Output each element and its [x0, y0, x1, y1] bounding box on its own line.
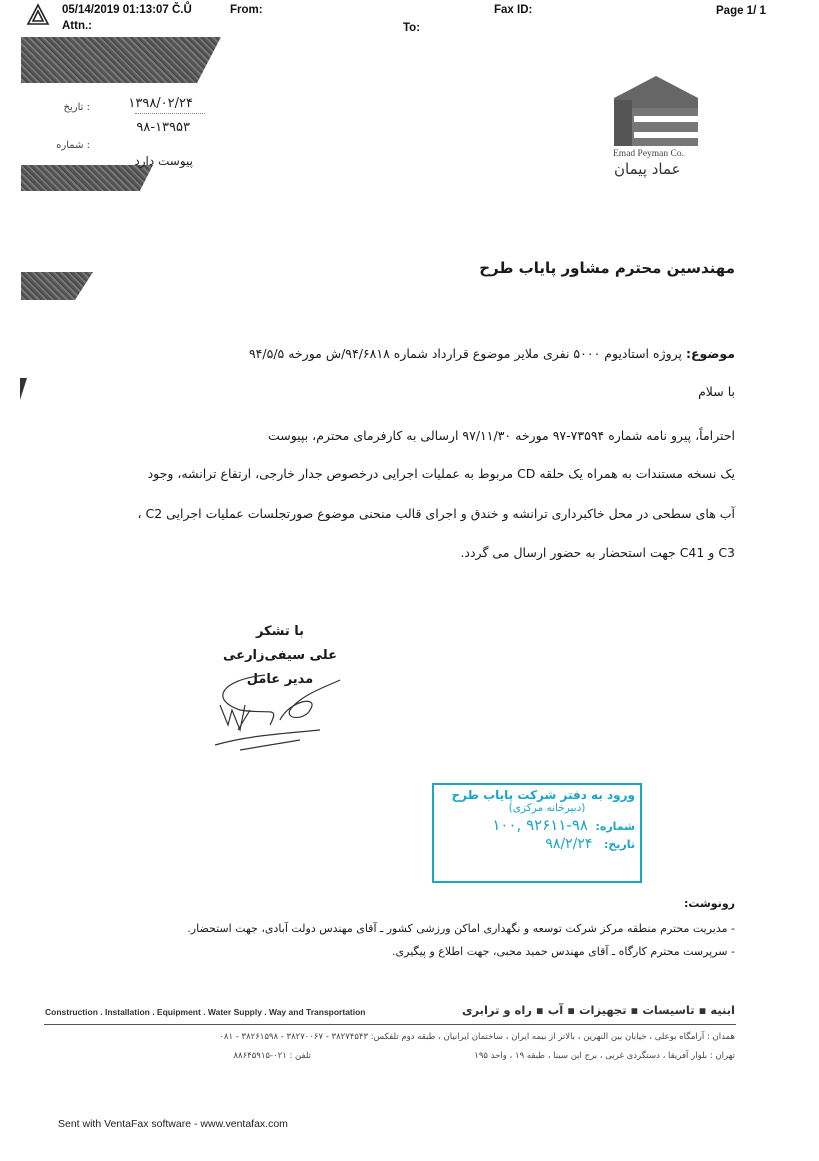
greeting: با سلام	[698, 384, 735, 399]
stamp-title: ورود به دفتر شرکت پایاب طرح	[451, 788, 635, 802]
subject-line	[249, 346, 735, 361]
letterhead-band-top	[21, 37, 221, 83]
signature-title: مدیر عامل	[246, 672, 314, 687]
cc-item-1: - مدیریت محترم منطقه مرکز شرکت توسعه و نگهداری اماکن ورزشی کشور ـ آقای مهندس دولت آبادی، جهت استحضار.	[187, 922, 735, 935]
fax-software-footer: Sent with VentaFax software - www.ventafax.com	[58, 1118, 288, 1130]
attachment-note: پیوست دارد	[134, 154, 193, 168]
fax-id-label: Fax ID:	[494, 4, 533, 16]
stamp-date-label: تاریخ:	[603, 838, 635, 851]
letterhead-band-bottom	[21, 272, 93, 300]
received-stamp	[432, 783, 642, 883]
stamp-subtitle: (دبیرخانه مرکزی)	[508, 802, 586, 814]
fax-to-label: To:	[403, 22, 421, 34]
stamp-number-value: ۹۸-۹۲۶۱۱ ,۱۰۰	[492, 816, 588, 834]
date-label: : تاریخ	[63, 102, 90, 113]
stamp-number-label: شماره:	[595, 820, 635, 833]
company-logo-icon	[614, 76, 698, 146]
date-value: ۱۳۹۸/۰۲/۲۴	[128, 96, 193, 111]
footer-services-en: Construction . Installation . Equipment . Water Supply . Way and Transportation	[45, 1007, 366, 1017]
fax-page-number: Page 1/ 1	[716, 5, 766, 17]
footer-address-hamedan: همدان : آرامگاه بوعلی ، خیابان بین النهرین ، بالاتر از بیمه ایران ، ساختمان ایرانیان ، طبقه دوم تلفکس: ۳۸۲۷۴۵۴۳ - ۳۸۲۷۰۰۶۷ - ۳۸۲۶۱۵۹۸ - ۰۸۱	[219, 1032, 735, 1042]
body-line-4: C3 و C41 جهت استحضار به حضور ارسال می گردد.	[460, 545, 735, 560]
stamp-date-value: ۹۸/۲/۲۴	[545, 836, 593, 852]
date-underline	[135, 113, 205, 114]
company-name-en: Emad Peyman Co.	[613, 149, 684, 159]
recipient-heading: مهندسین محترم مشاور پایاب طرح	[479, 259, 735, 277]
letterhead-corner-mark	[20, 378, 27, 400]
cc-label: رونوشت:	[683, 897, 735, 910]
handwritten-signature	[210, 665, 350, 755]
ventafax-logo-icon	[26, 3, 50, 27]
body-line-3: آب های سطحی در محل خاکبرداری ترانشه و خندق و اجرای قالب منحنی موضوع صورتجلسات عملیات اجرایی C2 ،	[137, 506, 735, 521]
footer-divider	[44, 1024, 736, 1025]
fax-from-label: From:	[230, 4, 263, 16]
fax-datetime: 05/14/2019 01:13:07 Č.Ů	[62, 4, 192, 16]
letter-meta	[40, 96, 205, 176]
body-line-1: احتراماً، پیرو نامه شماره ۷۳۵۹۴-۹۷ مورخه ۹۷/۱۱/۳۰ ارسالی به کارفرمای محترم، بپیوست	[267, 428, 735, 443]
subject-text: پروژه استادیوم ۵۰۰۰ نفری ملایر موضوع قرارداد شماره ۹۴/۶۸۱۸/ش مورخه ۹۴/۵/۵	[248, 346, 686, 361]
company-name-fa: عماد پیمان	[614, 160, 681, 178]
signature-name: علی سیفی‌زارعی	[223, 648, 337, 663]
number-value: ۹۸-۱۳۹۵۳	[136, 120, 190, 135]
footer-tehran-phone: تلفن : ۰۲۱-۸۸۶۴۵۹۱۵	[233, 1051, 311, 1061]
body-line-2: یک نسخه مستندات به همراه یک حلقه CD مربوط به عملیات اجرایی درخصوص جدار خارجی، ارتفاع ترانشه، وجود	[147, 466, 735, 481]
cc-item-2: - سرپرست محترم کارگاه ـ آقای مهندس حمید محبی، جهت اطلاع و پیگیری.	[392, 945, 735, 958]
footer-address-tehran: تهران : بلوار آفریقا ، دستگردی غربی ، برج ابن سینا ، طبقه ۱۹ ، واحد ۱۹۵	[474, 1051, 735, 1061]
footer-services-fa: ابنیه ▪ تاسیسات ▪ تجهیزات ▪ آب ▪ راه و ترابری	[461, 1003, 735, 1017]
fax-attn-label: Attn.:	[62, 20, 93, 32]
number-label: : شماره	[56, 140, 90, 151]
subject-label: موضوع:	[685, 346, 735, 361]
signature-closing: با تشکر	[255, 624, 305, 639]
